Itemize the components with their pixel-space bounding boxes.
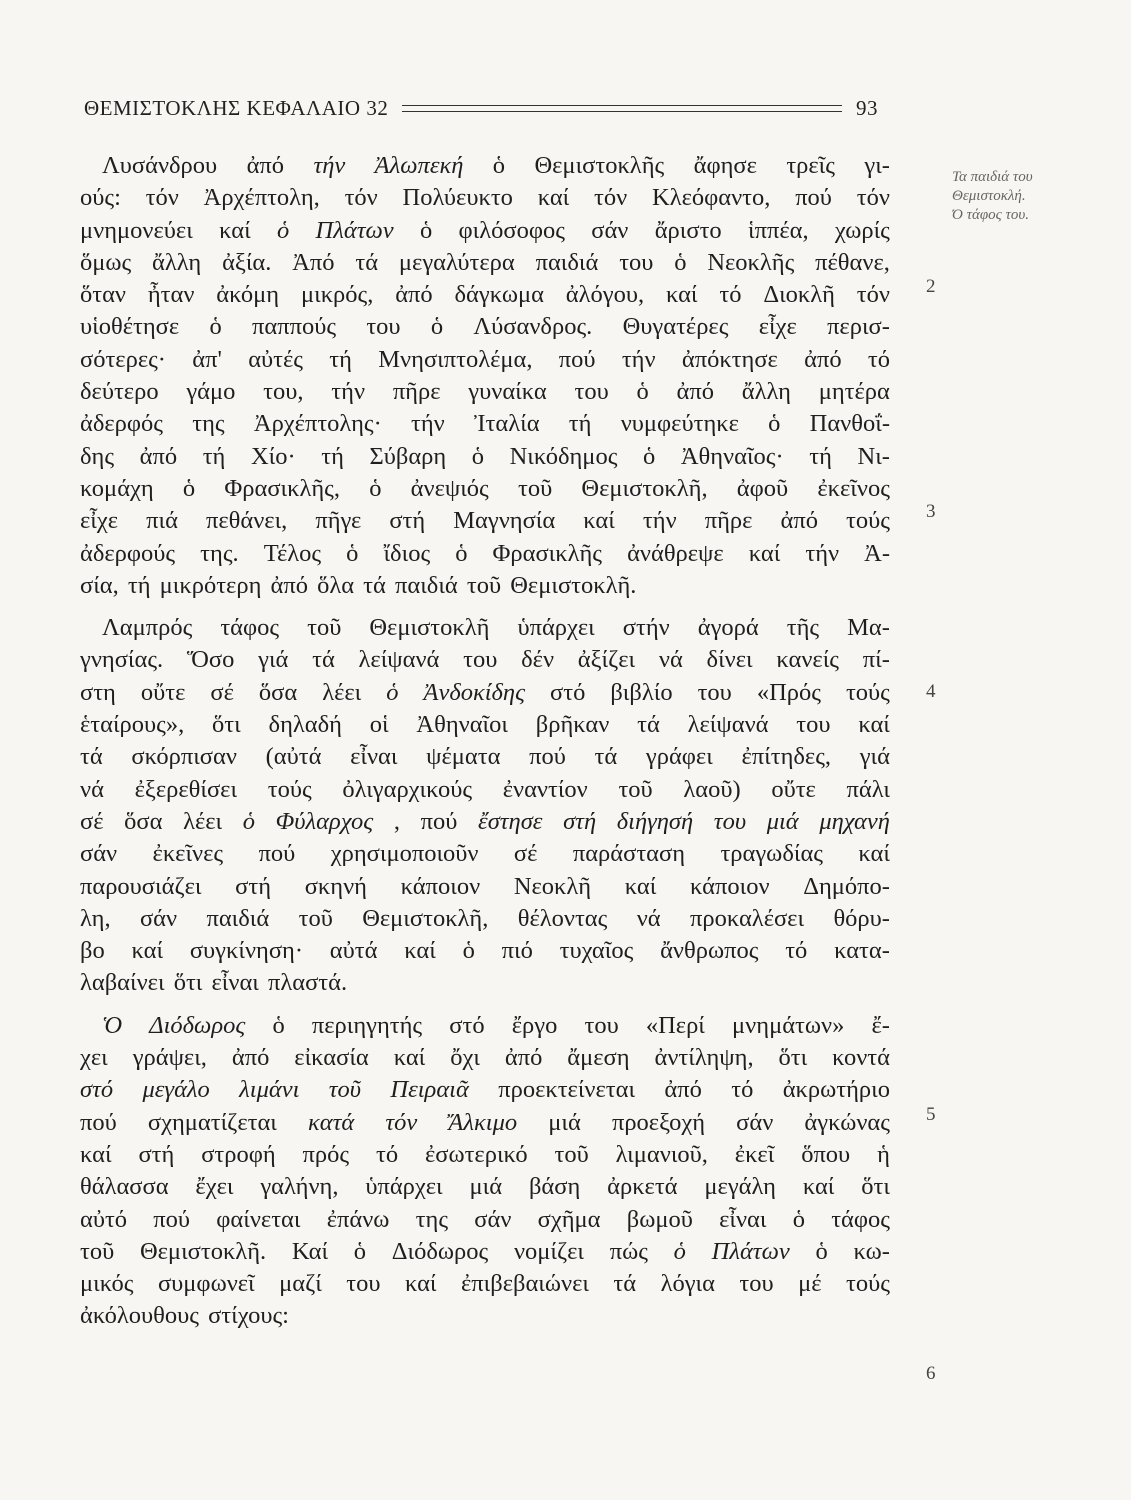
section-number: 2 [926, 276, 936, 297]
section-number: 5 [926, 1104, 936, 1125]
text-line: σέ ὅσα λέει ὁ Φύλαρχος , πού ἔστησε στή διήγησή του μιά μηχανή [80, 807, 890, 835]
text-line: ὅμως ἄλλη ἀξία. Ἀπό τά μεγαλύτερα παιδιά του ὁ Νεοκλῆς πέθανε, [80, 248, 890, 276]
text-line: Ὁ Διόδωρος ὁ περιηγητής στό ἔργο του «Περί μνημάτων» ἔ- [102, 1011, 890, 1039]
text-line: χει γράψει, ἀπό εἰκασία καί ὄχι ἀπό ἄμεση ἀντίληψη, ὅτι κοντά [80, 1044, 890, 1072]
text-line: κομάχη ὁ Φρασικλῆς, ὁ ἀνεψιός τοῦ Θεμιστοκλῆ, ἀφοῦ ἐκεῖνος [80, 474, 890, 502]
text-line: ὅταν ἦταν ἀκόμη μικρός, ἀπό δάγκωμα ἀλόγου, καί τό Διοκλῆ τόν [80, 281, 890, 309]
text-line: σάν ἐκεῖνες πού χρησιμοποιοῦν σέ παράσταση τραγωδίας καί [80, 840, 890, 868]
text-line: θάλασσα ἔχει γαλήνη, ὑπάρχει μιά βάση ἀρκετά μεγάλη καί ὅτι [80, 1173, 890, 1201]
text-line: τά σκόρπισαν (αὐτά εἶναι ψέματα πού τά γράφει ἐπίτηδες, γιά [80, 743, 890, 771]
text-line: νά ἐξερεθίσει τούς ὀλιγαρχικούς ἐναντίον τοῦ λαοῦ) οὔτε πάλι [80, 775, 890, 803]
text-line: ούς: τόν Ἀρχέπτολη, τόν Πολύευκτο καί τόν Κλεόφαντο, πού τόν [80, 184, 890, 212]
text-line: τοῦ Θεμιστοκλῆ. Καί ὁ Διόδωρος νομίζει πώς ὁ Πλάτων ὁ κω- [80, 1237, 890, 1265]
text-line: ἀδερφούς της. Τέλος ὁ ἴδιος ὁ Φρασικλῆς ἀνάθρεψε καί τήν Ἀ- [80, 539, 890, 567]
text-line: καί στή στροφή πρός τό ἐσωτερικό τοῦ λιμανιοῦ, ἐκεῖ ὅπου ἡ [80, 1140, 890, 1168]
margin-note [952, 168, 1112, 225]
text-line: γνησίας. Ὅσο γιά τά λείψανά του δέν ἀξίζει νά δίνει κανείς πί- [80, 646, 890, 674]
text-line: πού σχηματίζεται κατά τόν Ἄλκιμο μιά προεξοχή σάν ἀγκώνας [80, 1108, 890, 1136]
text-line: ἀδερφός της Ἀρχέπτολης· τήν Ἰταλία τή νυμφεύτηκε ὁ Πανθοΐ- [80, 410, 890, 438]
text-line: υἱοθέτησε ὁ παππούς του ὁ Λύσανδρος. Θυγατέρες εἶχε περισ- [80, 313, 890, 341]
section-number: 6 [926, 1363, 936, 1384]
margin-note-line: Θεμιστοκλή. [952, 188, 1026, 204]
text-line: εἶχε πιά πεθάνει, πῆγε στή Μαγνησία καί τήν πῆρε ἀπό τούς [80, 507, 890, 535]
text-line: σότερες· ἀπ' αὐτές τή Μνησιπτολέμα, πού τήν ἀπόκτησε ἀπό τό [80, 345, 890, 373]
running-title: ΘΕΜΙΣΤΟΚΛΗΣ ΚΕΦΑΛΑΙΟ 32 [84, 95, 389, 120]
text-line: βο καί συγκίνηση· αὐτά καί ὁ πιό τυχαῖος ἄνθρωπος τό κατα- [80, 937, 890, 965]
text-line: μνημονεύει καί ὁ Πλάτων ὁ φιλόσοφος σάν ἄριστο ἱππέα, χωρίς [80, 216, 890, 244]
text-line: λη, σάν παιδιά τοῦ Θεμιστοκλῆ, θέλοντας νά προκαλέσει θόρυ- [80, 904, 890, 932]
text-line: μικός συμφωνεῖ μαζί του καί ἐπιβεβαιώνει τά λόγια του μέ τούς [80, 1270, 890, 1298]
margin-note-line: Τα παιδιά του [952, 169, 1033, 185]
text-line: σία, τή μικρότερη ἀπό ὅλα τά παιδιά τοῦ Θεμιστοκλῆ. [80, 571, 637, 599]
text-line: δης ἀπό τή Χίο· τή Σύβαρη ὁ Νικόδημος ὁ Ἀθηναῖος· τή Νι- [80, 442, 890, 470]
text-line: δεύτερο γάμο του, τήν πῆρε γυναίκα του ὁ ἀπό ἄλλη μητέρα [80, 378, 890, 406]
text-line: Λαμπρός τάφος τοῦ Θεμιστοκλῆ ὑπάρχει στήν ἀγορά τῆς Μα- [102, 614, 890, 642]
section-number: 4 [926, 681, 936, 702]
text-line: στό μεγάλο λιμάνι τοῦ Πειραιᾶ προεκτείνεται ἀπό τό ἀκρωτήριο [80, 1076, 890, 1104]
text-line: λαβαίνει ὅτι εἶναι πλαστά. [80, 969, 348, 997]
page-number: 93 [856, 95, 878, 120]
text-line: Λυσάνδρου ἀπό τήν Ἀλωπεκή ὁ Θεμιστοκλῆς ἄφησε τρεῖς γι- [102, 152, 890, 179]
running-header [84, 92, 878, 124]
text-line: ἑταίρους», ὅτι δηλαδή οἱ Ἀθηναῖοι βρῆκαν τά λείψανά του καί [80, 711, 890, 739]
text-line: αὐτό πού φαίνεται ἐπάνω της σάν σχῆμα βωμοῦ εἶναι ὁ τάφος [80, 1205, 890, 1233]
header-double-rule [402, 105, 842, 112]
margin-note-line: Ό τάφος του. [952, 207, 1029, 223]
section-number: 3 [926, 501, 936, 522]
body-text [80, 150, 890, 1333]
text-line: παρουσιάζει στή σκηνή κάποιον Νεοκλῆ καί κάποιον Δημόπο- [80, 872, 890, 900]
text-line: ἀκόλουθους στίχους: [80, 1302, 289, 1330]
text-line: στη οὔτε σέ ὅσα λέει ὁ Ἀνδοκίδης στό βιβλίο του «Πρός τούς [80, 678, 890, 706]
